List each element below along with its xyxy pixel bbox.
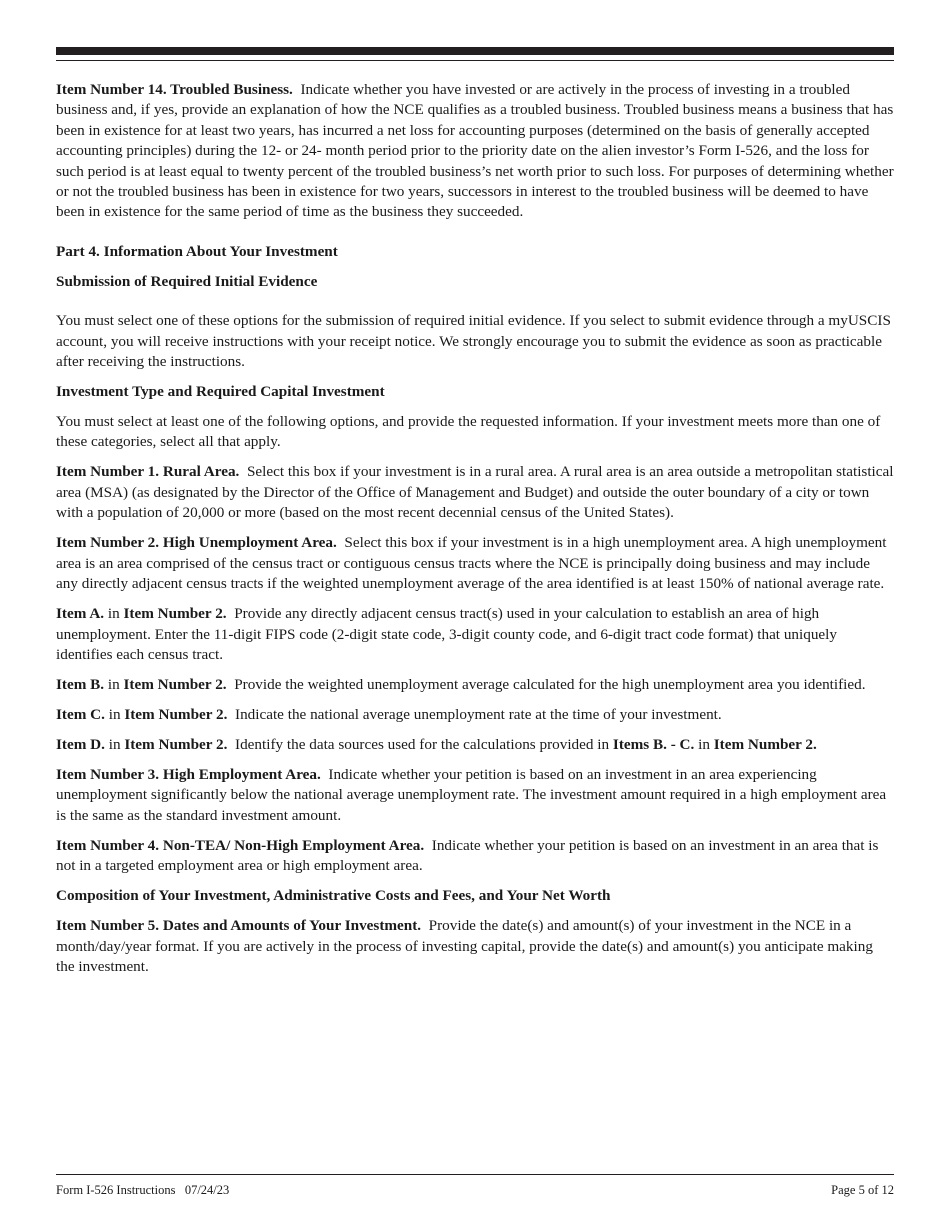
item-2-ref: Item Number 2. <box>123 605 227 623</box>
item-2-ref: Item Number 2. <box>124 735 228 753</box>
item-2a-label: Item A. <box>56 605 105 623</box>
item-2-title: Item Number 2. High Unemployment Area. <box>56 534 337 552</box>
page-content <box>56 80 894 987</box>
composition-heading: Composition of Your Investment, Administrative Costs and Fees, and Your Net Worth <box>56 887 611 905</box>
item-2c-label: Item C. <box>56 705 105 723</box>
item-5-title: Item Number 5. Dates and Amounts of Your Investment. <box>56 917 422 935</box>
item-3-title: Item Number 3. High Employment Area. <box>56 765 321 783</box>
investment-type-heading: Investment Type and Required Capital Investment <box>56 383 385 401</box>
in-word: in <box>107 605 120 623</box>
item-4-paragraph <box>56 836 894 877</box>
item-2d-paragraph <box>56 735 894 755</box>
item-2d-label: Item D. <box>56 735 105 753</box>
item-4-title: Item Number 4. Non-TEA/ Non-High Employment Area. <box>56 836 425 854</box>
item-3-text: Indicate whether your petition is based on an investment in an area experiencing unemployment significantly below the national average unemployment rate. The investment amount required in a high employment area is the same as the standard investment amount. <box>56 765 887 824</box>
item-2c-paragraph <box>56 705 894 725</box>
item-2-text: Select this box if your investment is in a high unemployment area. A high unemployment area is an area comprised of the census tract or contiguous census tracts where the NCE is principally doing business and may include any directly adjacent census tracts if the weighted unemployment average of the area identified is at least 150% of national average rate. <box>56 534 887 593</box>
footer-form-label: Form I-526 Instructions <box>56 1183 176 1197</box>
item-2c-text: Indicate the national average unemployment rate at the time of your investment. <box>235 705 722 723</box>
item-2b-text: Provide the weighted unemployment average calculated for the high unemployment area you identified. <box>234 675 866 693</box>
in-word: in <box>108 705 121 723</box>
item-14-title: Item Number 14. Troubled Business. <box>56 81 293 98</box>
item-2a-paragraph <box>56 604 894 665</box>
in-word: in <box>107 675 120 693</box>
item-2b-paragraph <box>56 675 894 695</box>
item-5-paragraph <box>56 916 894 977</box>
item-2a-text: Provide any directly adjacent census tract(s) used in your calculation to establish an area of high unemployment. Enter the 11-digit FIPS code (2-digit state code, 3-digit county code, and 6-digit tract code format) that uniquely identifies each census tract. <box>56 605 837 663</box>
item-14-paragraph <box>56 80 894 223</box>
investment-type-paragraph: You must select at least one of the following options, and provide the requested information. If your investment meets more than one of these categories, select all that apply. <box>56 413 881 451</box>
item-2d-text: Identify the data sources used for the calculations provided in <box>235 735 610 753</box>
item-14-text: Indicate whether you have invested or are actively in the process of investing in a troubled business and, if yes, provide an explanation of how the NCE qualifies as a troubled business. Troubled business means a business that has been in existence for at least two years, has incurred a net loss for accounting purposes (determined on the basis of generally accepted accounting principles) during the 12- or 24- month period prior to the priority date on the alien investor’s Form I-526, and the loss for such period is at least equal to twenty percent of the troubled business’s net worth prior to such loss. For purposes of determining whether or not the troubled business has been in existence for two years, successors in interest to the troubled business will be deemed to have been in existence for the same period of time as the business they succeeded. <box>56 81 894 221</box>
item-3-paragraph <box>56 765 894 826</box>
item-1-text: Select this box if your investment is in a rural area. A rural area is an area outside a metropolitan statistical area (MSA) (as designated by the Director of the Office of Management and Budget) and outside the outer boundary of a city or town with a population of 20,000 or more (based on the most recent decennial census of the United States). <box>56 463 894 522</box>
in-word: in <box>108 735 121 753</box>
item-2d-ref-items: Items B. - C. <box>612 735 695 753</box>
in-word: in <box>698 735 710 753</box>
item-4-text: Indicate whether your petition is based on an investment in an area that is not in a targeted employment area or high employment area. <box>56 836 879 875</box>
item-1-title: Item Number 1. Rural Area. <box>56 463 240 481</box>
item-2d-ref-number: Item Number 2. <box>713 735 817 753</box>
header-rule-thick <box>56 47 894 55</box>
header-rule-thin <box>56 60 894 61</box>
page-footer <box>56 1183 894 1198</box>
item-2b-label: Item B. <box>56 675 105 693</box>
submission-paragraph: You must select one of these options for the submission of required initial evidence. If you select to submit evidence through a myUSCIS account, you will receive instructions with your receipt notice. We strongly encourage you to submit the evidence as soon as practicable after receiving the instructions. <box>56 312 891 371</box>
item-2-ref: Item Number 2. <box>123 675 227 693</box>
item-2-paragraph <box>56 533 894 594</box>
footer-edition-date: 07/24/23 <box>184 1183 230 1197</box>
item-2-ref: Item Number 2. <box>124 705 228 723</box>
footer-page-number: Page 5 of 12 <box>831 1183 894 1197</box>
item-5-text: Provide the date(s) and amount(s) of your investment in the NCE in a month/day/year format. If you are actively in the process of investing capital, provide the date(s) and amount(s) you anticipate making the investment. <box>56 917 873 975</box>
item-1-paragraph <box>56 462 894 523</box>
footer-rule <box>56 1174 894 1175</box>
submission-heading: Submission of Required Initial Evidence <box>56 272 318 290</box>
footer-form-info <box>56 1183 229 1198</box>
part-4-heading: Part 4. Information About Your Investment <box>56 242 338 260</box>
